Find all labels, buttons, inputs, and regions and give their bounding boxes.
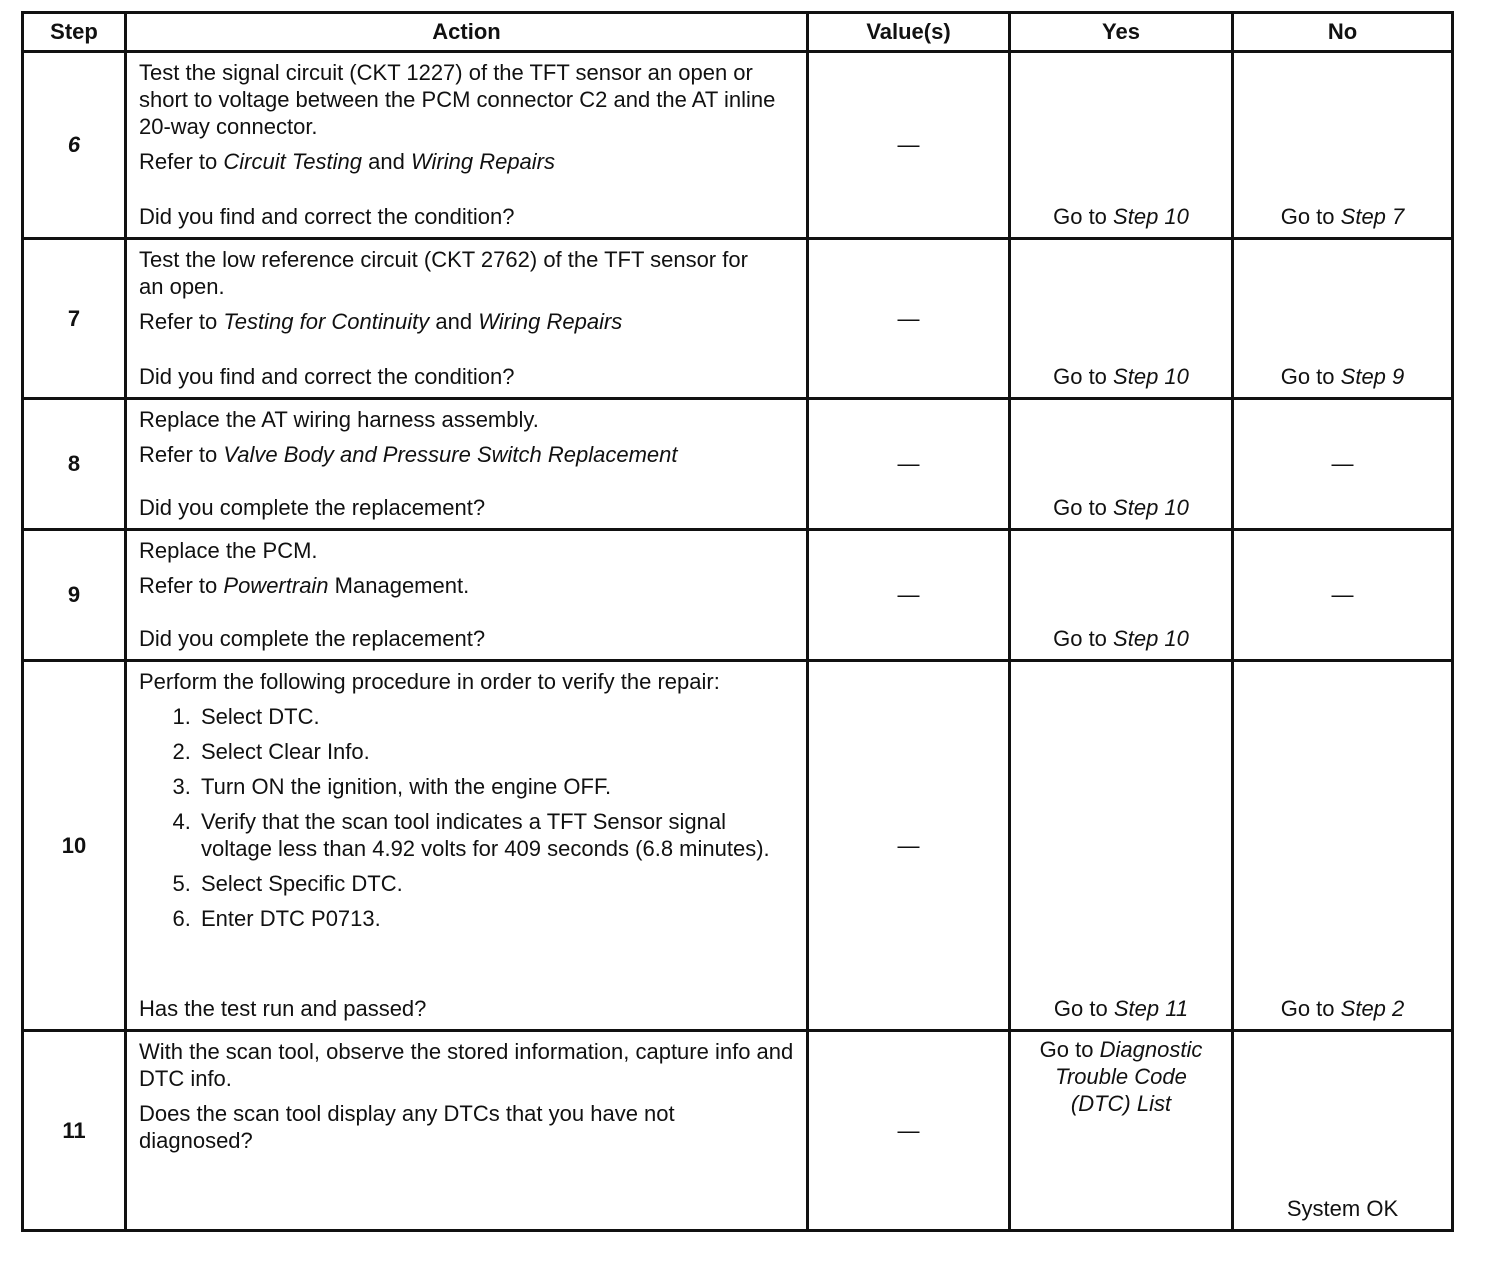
no-cell: —: [1233, 530, 1453, 661]
refer-line: Refer to Powertrain Management.: [139, 573, 470, 598]
action-cell: [126, 530, 808, 661]
question-text: Did you complete the replacement?: [139, 495, 486, 520]
no-cell: [1233, 239, 1453, 399]
question-text: Does the scan tool display any DTCs that you have not diagnosed?: [139, 1101, 675, 1153]
action-text: Perform the following procedure in order to verify the repair:: [139, 669, 720, 694]
yes-goto[interactable]: Go to Step 10: [1053, 626, 1189, 651]
action-text: Replace the PCM.: [139, 538, 318, 563]
no-cell: [1233, 661, 1453, 1031]
refer-line: Refer to Valve Body and Pressure Switch Replacement: [139, 442, 678, 467]
step-number: 8: [23, 399, 126, 530]
yes-cell: [1010, 530, 1233, 661]
list-item: 2. Select Clear Info.: [197, 738, 796, 765]
step-number: 10: [23, 661, 126, 1031]
yes-goto[interactable]: Go to Step 10: [1053, 364, 1189, 389]
step-number: 7: [23, 239, 126, 399]
step-row-10: [23, 661, 1453, 1031]
ref-link[interactable]: Wiring Repairs: [478, 309, 623, 334]
no-cell: [1233, 1031, 1453, 1231]
action-cell: [126, 239, 808, 399]
refer-line: Refer to Testing for Continuity and Wiring Repairs: [139, 309, 623, 334]
yes-cell: [1010, 239, 1233, 399]
step-row-8: [23, 399, 1453, 530]
yes-cell: [1010, 1031, 1233, 1231]
question-text: Has the test run and passed?: [139, 996, 427, 1021]
yes-cell: [1010, 399, 1233, 530]
value-cell: —: [808, 52, 1010, 239]
step-number: 6: [23, 52, 126, 239]
list-item: 3. Turn ON the ignition, with the engine OFF.: [197, 773, 796, 800]
ref-link[interactable]: Powertrain: [223, 573, 329, 598]
yes-goto[interactable]: Go to Step 11: [1053, 996, 1189, 1021]
step-row-6: [23, 52, 1453, 239]
header-row: [23, 13, 1453, 52]
action-cell: [126, 399, 808, 530]
header-values: Value(s): [808, 13, 1010, 52]
step-row-9: [23, 530, 1453, 661]
list-item: 1. Select DTC.: [197, 703, 796, 730]
no-goto[interactable]: Go to Step 9: [1280, 364, 1405, 389]
value-cell: —: [808, 661, 1010, 1031]
ref-link[interactable]: Testing for Continuity: [223, 309, 430, 334]
header-action: Action: [126, 13, 808, 52]
action-text: Test the signal circuit (CKT 1227) of the TFT sensor an open or short to voltage between the PCM connector C2 and the AT inline 20-way connector.: [139, 60, 776, 139]
action-text: Test the low reference circuit (CKT 2762) of the TFT sensor for an open.: [139, 247, 748, 299]
question-text: Did you find and correct the condition?: [139, 364, 515, 389]
action-text: With the scan tool, observe the stored information, capture info and DTC info.: [139, 1039, 794, 1091]
header-yes: Yes: [1010, 13, 1233, 52]
diagnostic-table: [21, 11, 1454, 1232]
header-step: Step: [23, 13, 126, 52]
step-row-11: [23, 1031, 1453, 1231]
step-row-7: [23, 239, 1453, 399]
step-number: 9: [23, 530, 126, 661]
ref-link[interactable]: Valve Body and Pressure Switch Replacement: [223, 442, 678, 467]
yes-goto[interactable]: Go to Step 10: [1053, 495, 1189, 520]
yes-goto[interactable]: Go to Step 10: [1053, 204, 1189, 229]
value-cell: —: [808, 239, 1010, 399]
yes-cell: [1010, 52, 1233, 239]
yes-goto[interactable]: Go to Diagnostic Trouble Code (DTC) List: [1039, 1037, 1203, 1116]
yes-cell: [1010, 661, 1233, 1031]
step-number: 11: [23, 1031, 126, 1231]
question-text: Did you find and correct the condition?: [139, 204, 515, 229]
value-cell: —: [808, 530, 1010, 661]
system-ok-text: System OK: [1286, 1196, 1399, 1221]
no-cell: [1233, 52, 1453, 239]
list-item: 5. Select Specific DTC.: [197, 870, 796, 897]
question-text: Did you complete the replacement?: [139, 626, 486, 651]
value-cell: —: [808, 1031, 1010, 1231]
header-no: No: [1233, 13, 1453, 52]
action-cell: [126, 1031, 808, 1231]
list-item: 6. Enter DTC P0713.: [197, 905, 796, 932]
no-cell: —: [1233, 399, 1453, 530]
procedure-list: [139, 703, 796, 932]
no-goto[interactable]: Go to Step 7: [1280, 204, 1405, 229]
ref-link[interactable]: Wiring Repairs: [410, 149, 556, 174]
ref-link[interactable]: Circuit Testing: [223, 149, 362, 174]
no-goto[interactable]: Go to Step 2: [1280, 996, 1405, 1021]
value-cell: —: [808, 399, 1010, 530]
action-cell: [126, 661, 808, 1031]
action-cell: [126, 52, 808, 239]
list-item: 4. Verify that the scan tool indicates a TFT Sensor signal voltage less than 4.92 volts for 409 seconds (6.8 minutes).: [197, 808, 771, 862]
refer-line: Refer to Circuit Testing and Wiring Repairs: [139, 149, 556, 174]
action-text: Replace the AT wiring harness assembly.: [139, 407, 539, 432]
